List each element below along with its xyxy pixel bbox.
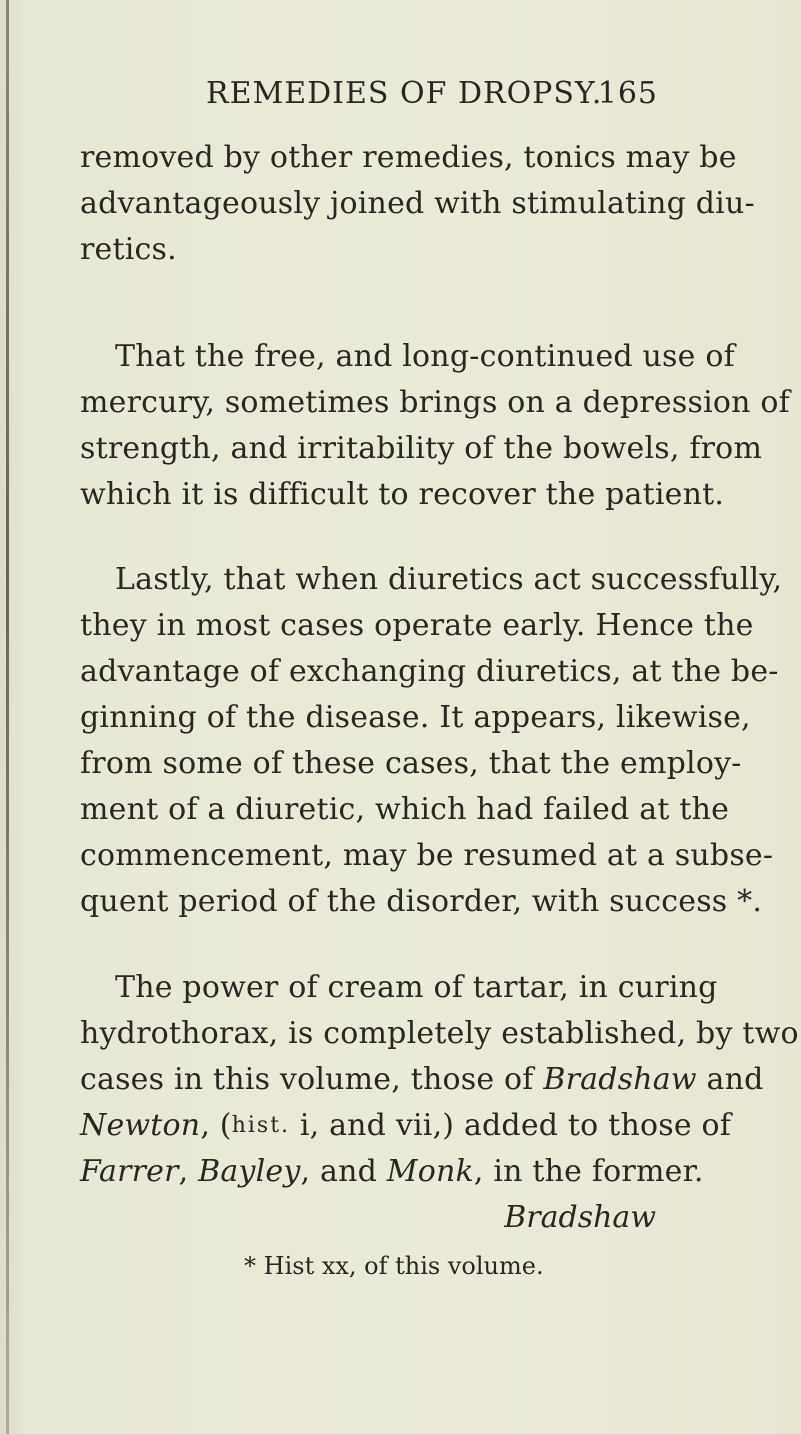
running-title: REMEDIES OF DROPSY. bbox=[206, 76, 603, 111]
line-text: , ( bbox=[200, 1108, 232, 1143]
proper-name: Monk bbox=[386, 1154, 474, 1189]
line-text: and bbox=[320, 1154, 378, 1189]
text-line bbox=[80, 1057, 764, 1103]
line-text: they in most cases operate early. Hence the bbox=[80, 608, 754, 643]
line-text: advantageously joined with stimulating diu- bbox=[80, 186, 755, 221]
line-text: hydrothorax, is completely established, by two bbox=[80, 1016, 799, 1051]
footnote-text: Hist xx, of this volume. bbox=[263, 1252, 544, 1280]
text-line bbox=[80, 426, 763, 472]
text-line bbox=[80, 1011, 799, 1057]
line-text: The power of cream of tartar, in curing bbox=[115, 970, 718, 1005]
text-line bbox=[115, 557, 783, 603]
catchword: Bradshaw bbox=[504, 1200, 656, 1235]
text-line bbox=[80, 787, 730, 833]
text-line bbox=[80, 695, 751, 741]
line-text: cases in this volume, those of bbox=[80, 1062, 534, 1097]
line-text: i, and vii,) added to those of bbox=[299, 1108, 732, 1143]
running-head bbox=[206, 76, 658, 116]
line-text: quent period of the disorder, with success *. bbox=[80, 884, 763, 919]
text-line bbox=[80, 649, 779, 695]
text-line bbox=[80, 1103, 732, 1149]
footnote-marker: * bbox=[244, 1252, 256, 1280]
proper-name: Bayley bbox=[198, 1154, 301, 1189]
line-text: from some of these cases, that the employ- bbox=[80, 746, 742, 781]
binding-edge bbox=[6, 0, 9, 1434]
line-text: removed by other remedies, tonics may be bbox=[80, 140, 737, 175]
text-line bbox=[80, 833, 774, 879]
proper-name: Newton bbox=[80, 1108, 201, 1143]
text-line bbox=[80, 135, 737, 181]
footnote bbox=[244, 1250, 664, 1282]
line-text: Lastly, that when diuretics act successfully, bbox=[115, 562, 783, 597]
line-text: commencement, may be resumed at a subse- bbox=[80, 838, 774, 873]
proper-name: Bradshaw bbox=[543, 1062, 697, 1097]
line-text: which it is difficult to recover the patient. bbox=[80, 477, 725, 512]
text-line bbox=[80, 380, 790, 426]
line-text: strength, and irritability of the bowels, from bbox=[80, 431, 763, 466]
line-text: That the free, and long-continued use of bbox=[115, 339, 735, 374]
text-line bbox=[115, 334, 735, 380]
line-text: ginning of the disease. It appears, likewise, bbox=[80, 700, 751, 735]
proper-name: Farrer bbox=[80, 1154, 179, 1189]
line-text: , in the former. bbox=[473, 1154, 704, 1189]
text-line bbox=[80, 879, 763, 925]
line-text: advantage of exchanging diuretics, at the be- bbox=[80, 654, 779, 689]
small-caps-text: hist. bbox=[231, 1113, 291, 1138]
text-line bbox=[80, 603, 754, 649]
page-number: 165 bbox=[597, 76, 658, 111]
text-line bbox=[80, 181, 755, 227]
text-line bbox=[80, 741, 742, 787]
text-line bbox=[115, 965, 718, 1011]
text-line bbox=[80, 227, 656, 273]
line-text: mercury, sometimes brings on a depression of bbox=[80, 385, 790, 420]
line-text: ment of a diuretic, which had failed at the bbox=[80, 792, 730, 827]
line-text: and bbox=[706, 1062, 764, 1097]
text-line: Farrer , Bayley , and Monk , in the former. bbox=[80, 1149, 656, 1195]
text-line bbox=[80, 472, 725, 518]
line-text: retics. bbox=[80, 232, 177, 267]
